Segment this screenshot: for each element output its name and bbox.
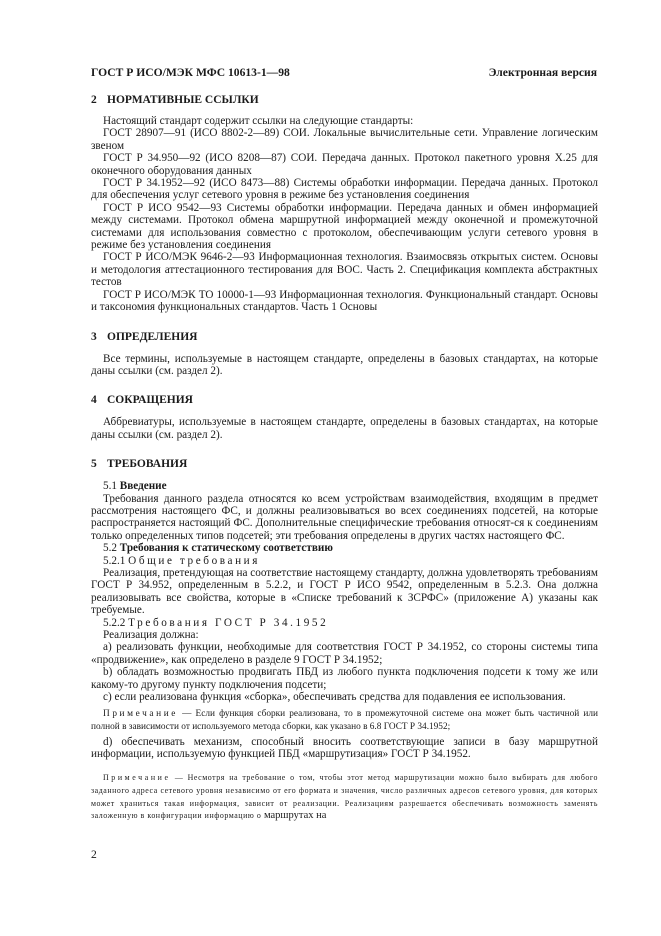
clause-5-2-1-heading [91,555,598,567]
reference-item: ГОСТ 28907—91 (ИСО 8802-2—89) СОИ. Локальные вычислительные сети. Управление логическим звеном [91,127,598,152]
clause-number: 5.2.2 [103,616,126,629]
note-text-tail: маршрутах на [261,810,327,822]
clause-title: Общие требования [128,554,260,567]
section-number: 3 [91,330,97,343]
note-text: — Если функция сборки реализована, то в промежуточной системе она может быть частичной или полной в зависимости от используемого метода сборки, как указано в 6.8 ГОСТ Р 34.1952; [91,709,598,732]
clause-title: Требования ГОСТ Р 34.1952 [128,616,329,629]
note-2 [91,772,598,822]
list-item: b) обладать возможностью продвигать ПБД из любого пункта подключения подсети к тому же или какому-то другому пункту подключения подсети; [91,666,598,691]
section-title: СОКРАЩЕНИЯ [107,394,193,407]
clause-number: 5.1 [103,480,117,493]
section-4-heading [91,394,598,406]
note-text: — Несмотря на требование о том, чтобы этот метод маршрутизации можно было выбирать для любого заданного адреса сетевого уровня независимо от его формата и значения, число различных адресов сетевого уровня, для которых может храниться такая информация, зависит от реализации. Реализациям разрешается обеспечивать возможность заменять заложенную в конфигурации информацию о [91,773,598,821]
section-3-text: Все термины, используемые в настоящем стандарте, определены в базовых стандартах, на которые даны ссылки (см. раздел 2). [91,352,598,377]
section-3-heading [91,331,598,343]
header-standard-number: ГОСТ Р ИСО/МЭК МФС 10613-1—98 [91,66,290,79]
section-2-intro: Настоящий стандарт содержит ссылки на следующие стандарты: [103,115,414,127]
reference-item: ГОСТ Р ИСО 9542—93 Системы обработки информации. Передача данных и обмен информацией между системами. Протокол обмена маршрутной информацией между оконечной и промежуточной системами для использования совместно с протоколом, обеспечивающим услуги сетевого уровня в режиме без установления соединения [91,201,598,252]
note-label: Примечание [103,709,178,720]
list-item: a) реализовать функции, необходимые для соответствия ГОСТ Р 34.1952, со стороны системы типа «продвижение», как определено в разделе 9 ГОСТ Р 34.1952; [91,641,598,666]
reference-item: ГОСТ Р ИСО/МЭК 9646-2—93 Информационная технология. Взаимосвязь открытых систем. Основы и методология аттестационного тестирования для ВОС. Часть 2. Спецификация комплекта абстрактных тестов [91,251,598,289]
list-item: c) если реализована функция «сборка», обеспечивать средства для подавления ее использования. [103,691,566,704]
section-number: 4 [91,394,97,407]
clause-title: Требования к статическому соответствию [119,542,333,555]
section-number: 5 [91,458,97,471]
header-version-label: Электронная версия [488,66,597,79]
note-1 [91,708,598,732]
section-number: 2 [91,94,97,106]
page-content [91,94,598,823]
clause-5-2-2-intro: Реализация должна: [103,629,199,641]
clause-5-1-heading [91,480,598,492]
clause-5-1-text: Требования данного раздела относятся ко всем устройствам взаимодействия, входящим в предмет рассмотрения настоящего ФС, и должны реализовываться во всех соединениях подсетей, на которые распространяется настоящий ФС. Дополнительные специфические требования относят-ся к соединениям только определенных типов подсетей; эти требования определены в других частях настоящего ФС. [91,492,598,542]
reference-item: ГОСТ Р ИСО/МЭК ТО 10000-1—93 Информационная технология. Функциональный стандарт. Основы и таксономия функциональных стандартов. Часть 1 Основы [91,288,598,314]
clause-number: 5.2.1 [103,554,126,567]
clause-title: Введение [119,480,167,493]
section-title: ТРЕБОВАНИЯ [107,458,188,471]
section-2-heading [91,94,598,106]
reference-item: ГОСТ Р 34.1952—92 (ИСО 8473—88) Системы обработки информации. Передача данных. Протокол для обеспечения услуг сетевого уровня в режиме без установления соединения [91,177,598,202]
clause-5-2-heading [91,542,598,554]
clause-5-2-1-text: Реализация, претендующая на соответствие настоящему стандарту, должна удовлетворять требованиям ГОСТ Р 34.952, определенным в 5.2.2, и ГОСТ Р ИСО 9542, определенным в 5.2.3. Она должна реализовывать все свойства, которые в «Списке требований к ЗСРФС» (приложение А) указаны как требуемые. [91,566,598,617]
page-number: 2 [91,848,97,861]
clause-5-2-2-heading [91,617,598,629]
reference-item: ГОСТ Р 34.950—92 (ИСО 8208—87) СОИ. Передача данных. Протокол пакетного уровня Х.25 для оконечного оборудования данных [91,152,598,177]
section-4-text: Аббревиатуры, используемые в настоящем стандарте, определены в базовых стандартах, на которые даны ссылки (см. раздел 2). [91,416,598,441]
list-item: d) обеспечивать механизм, способный вносить соответствующие записи в базу маршрутной информации, используемую функцией ПБД «маршрутизация» ГОСТ Р 34.1952. [91,735,598,761]
running-header [91,66,597,79]
section-title: НОРМАТИВНЫЕ ССЫЛКИ [107,94,259,106]
note-label: Примечание [103,773,171,783]
clause-number: 5.2 [103,542,117,555]
section-title: ОПРЕДЕЛЕНИЯ [107,330,198,343]
section-5-heading [91,458,598,470]
